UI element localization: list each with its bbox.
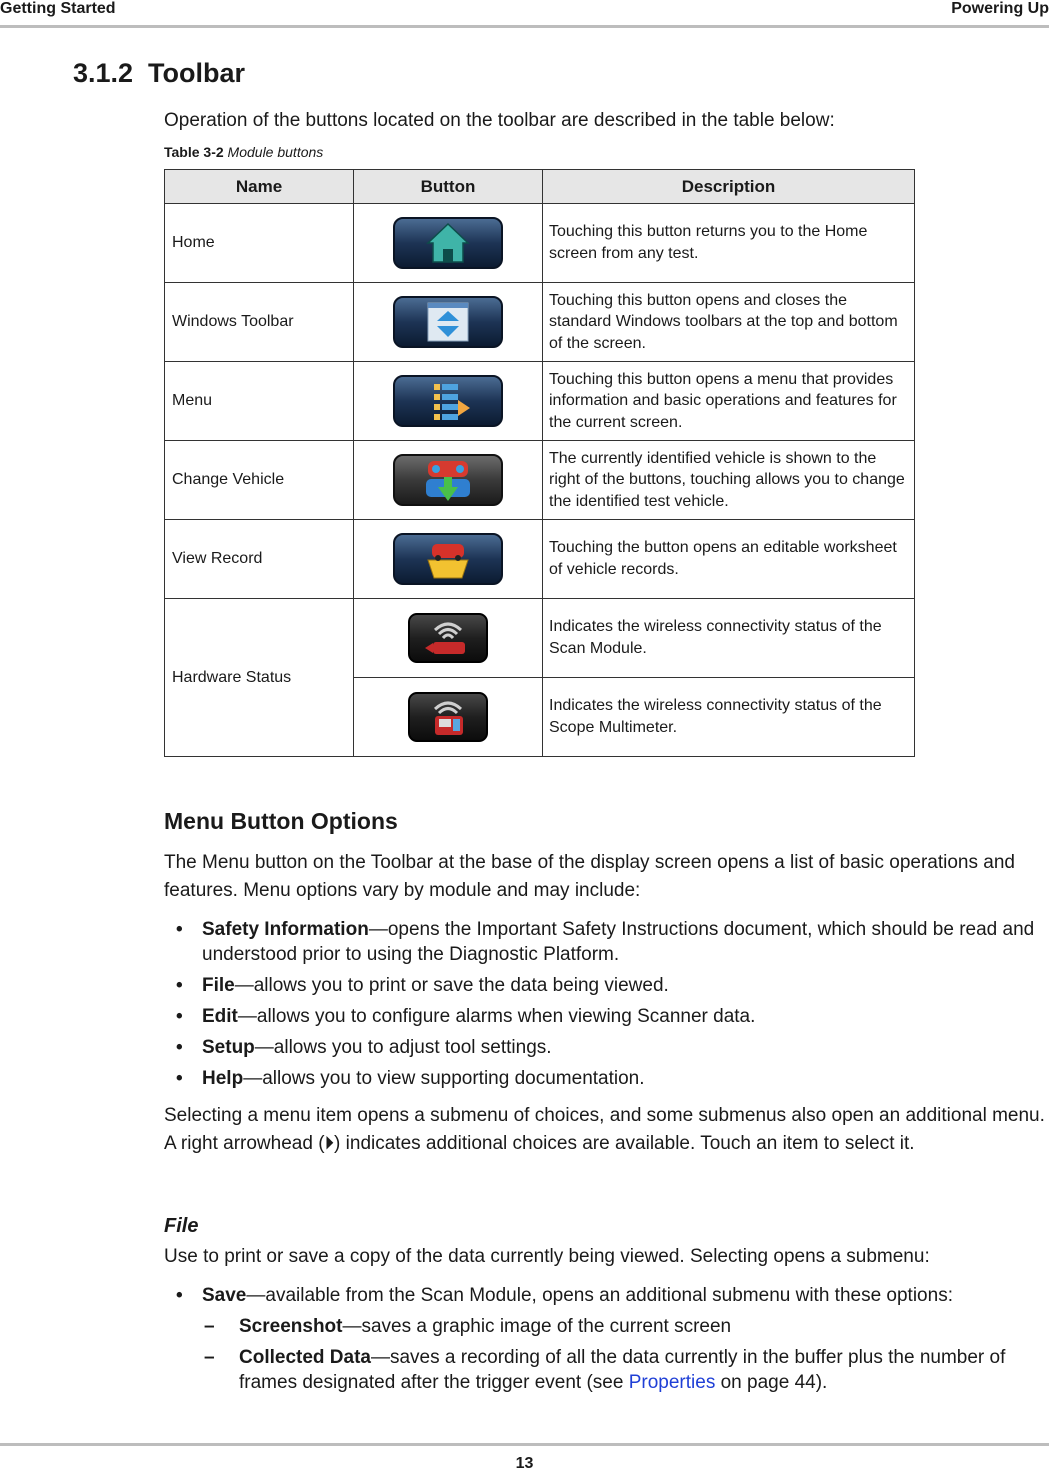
row-name: Hardware Status [165,599,354,757]
right-arrowhead-icon: ⏵ [324,1133,335,1154]
home-icon [392,216,504,270]
properties-link[interactable]: Properties [628,1372,716,1393]
sub-item-text-end: on page 44). [715,1372,828,1393]
menu-options-heading: Menu Button Options [164,808,398,834]
list-item [164,973,1044,998]
list-item-text: —allows you to configure alarms when viewing Scanner data. [237,1006,756,1027]
menu-icon [392,374,504,428]
section-title: 3.1.2 Toolbar [73,58,246,88]
module-buttons-table [164,169,915,757]
file-heading: File [164,1215,199,1237]
row-name: Windows Toolbar [165,283,354,362]
list-item-text: —allows you to print or save the data being viewed. [234,975,669,996]
row-description: Touching the button opens an editable worksheet of vehicle records. [543,520,915,599]
dash-glyph: – [204,1316,215,1337]
file-intro: Use to print or save a copy of the data currently being viewed. Selecting opens a submenu: [164,1246,930,1267]
scan-module-wireless-icon [407,612,489,664]
table-row [165,441,915,520]
file-list [164,1283,1044,1401]
scope-multimeter-wireless-icon [407,691,489,743]
table-row [165,520,915,599]
row-button-cell [354,283,543,362]
sub-item-text: —saves a recording of all the data currently in the buffer plus the number of frames designated after the trigger event (see [239,1347,1006,1393]
section-intro: Operation of the buttons located on the toolbar are described in the table below: [164,110,835,131]
sub-list-item [164,1345,1044,1395]
row-description: Indicates the wireless connectivity status of the Scan Module. [543,599,915,678]
row-button-cell [354,441,543,520]
list-item-text: —opens the Important Safety Instructions document, which should be read and understood prior to using the Diagnostic Platform. [202,919,1035,965]
row-button-cell [354,204,543,283]
bullet-glyph: • [176,1037,183,1058]
sub-item-term: Collected Data [239,1347,371,1368]
row-description: Indicates the wireless connectivity status of the Scope Multimeter. [543,678,915,757]
menu-options-list [164,917,1044,1097]
row-description: Touching this button opens a menu that provides information and basic operations and features for the current screen. [543,362,915,441]
table-row [165,204,915,283]
list-item-text: —allows you to adjust tool settings. [254,1037,552,1058]
row-button-cell [354,678,543,757]
header-chapter: Getting Started [0,0,116,17]
table-row [165,599,915,678]
bullet-glyph: • [176,1006,183,1027]
row-button-cell [354,599,543,678]
submenu-explanation-text: Selecting a menu item opens a submenu of choices, and some submenus also open an additional menu. A right arrowhead ( [164,1105,1045,1154]
windows-toolbar-icon [392,295,504,349]
menu-options-intro: The Menu button on the Toolbar at the base of the display screen opens a list of basic operations and features. Menu options vary by module and may include: [164,852,1015,901]
view-record-icon [392,532,504,586]
row-name: View Record [165,520,354,599]
column-header-name: Name [165,170,354,204]
list-item-term: Save [202,1285,247,1306]
column-header-description: Description [543,170,915,204]
submenu-explanation-text-end: ) indicates additional choices are available. Touch an item to select it. [334,1133,915,1154]
sub-item-term: Screenshot [239,1316,343,1337]
list-item-term: Edit [202,1006,238,1027]
list-item [164,1283,1044,1308]
footer-divider [0,1443,1049,1446]
bullet-glyph: • [176,1068,183,1089]
row-button-cell [354,362,543,441]
row-description: Touching this button returns you to the Home screen from any test. [543,204,915,283]
header-section: Powering Up [951,0,1049,17]
list-item-term: Safety Information [202,919,369,940]
bullet-glyph: • [176,919,183,940]
bullet-glyph: • [176,975,183,996]
page-number: 13 [515,1455,534,1472]
row-button-cell [354,520,543,599]
list-item [164,1066,1044,1091]
list-item-term: Help [202,1068,244,1089]
list-item [164,1035,1044,1060]
column-header-button: Button [354,170,543,204]
sub-list-item [164,1314,1044,1339]
table-caption-number: Table 3-2 [164,144,224,160]
list-item-term: Setup [202,1037,255,1058]
list-item [164,1004,1044,1029]
row-description: The currently identified vehicle is shown to the right of the buttons, touching allows you to change the identified test vehicle. [543,441,915,520]
submenu-explanation [164,1102,1049,1158]
table-caption-title: Module buttons [227,144,324,160]
table-header-row [165,170,915,204]
dash-glyph: – [204,1347,215,1368]
list-item-text: —available from the Scan Module, opens an additional submenu with these options: [246,1285,953,1306]
page-header [0,0,1049,30]
row-name: Change Vehicle [165,441,354,520]
list-item-term: File [202,975,235,996]
list-item [164,917,1044,967]
row-name: Menu [165,362,354,441]
sub-item-text: —saves a graphic image of the current screen [342,1316,732,1337]
table-row [165,283,915,362]
row-description: Touching this button opens and closes the standard Windows toolbars at the top and bottom of the screen. [543,283,915,362]
header-divider [0,25,1049,28]
row-name: Home [165,204,354,283]
change-vehicle-icon [392,453,504,507]
table-row [165,362,915,441]
bullet-glyph: • [176,1285,183,1306]
list-item-text: —allows you to view supporting documentation. [243,1068,645,1089]
table-caption [164,144,323,160]
